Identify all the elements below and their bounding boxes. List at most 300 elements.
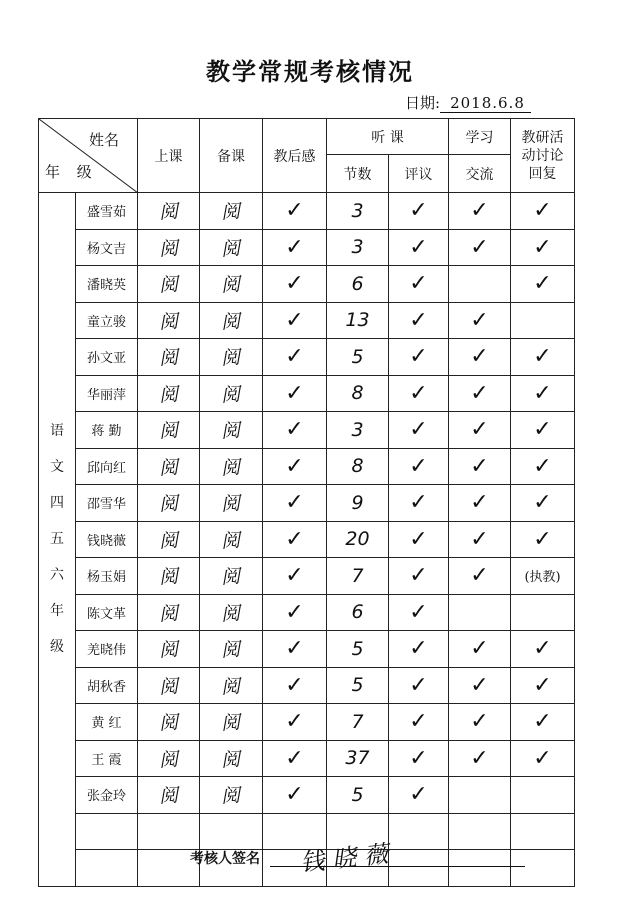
cell-jiaoyan	[511, 193, 575, 230]
cell-name	[76, 850, 138, 887]
cell-xuexi	[449, 704, 511, 741]
col-jiaoyan-line3: 回复	[528, 165, 557, 182]
pingyi-mark: ✓	[409, 745, 428, 771]
cell-beike	[200, 740, 263, 777]
cell-beike	[200, 521, 263, 558]
cell-name	[76, 302, 138, 339]
cell-xuexi	[449, 558, 511, 595]
cell-xuexi	[449, 339, 511, 376]
cell-pingyi	[389, 558, 449, 595]
date-field	[405, 92, 531, 113]
cell-shangke	[138, 448, 200, 485]
cell-jiaohougan	[263, 740, 327, 777]
pingyi-mark: ✓	[409, 490, 428, 516]
cell-shangke	[138, 704, 200, 741]
shangke-mark: 阅	[158, 784, 179, 808]
name-label: 姓名	[88, 131, 119, 149]
cell-pingyi	[389, 740, 449, 777]
grade-label: 年 级	[45, 163, 98, 181]
pingyi-mark: ✓	[409, 198, 428, 224]
jieshu-value: 37	[345, 747, 370, 770]
cell-jiaohougan	[263, 777, 327, 814]
beike-mark: 阅	[220, 456, 242, 480]
cell-shangke	[138, 813, 200, 850]
cell-jiaoyan	[511, 631, 575, 668]
cell-pingyi	[389, 339, 449, 376]
jieshu-value: 5	[351, 783, 364, 806]
table-row	[39, 193, 575, 230]
pingyi-mark: ✓	[409, 526, 428, 552]
cell-shangke	[138, 667, 200, 704]
cell-pingyi	[389, 813, 449, 850]
cell-jiaoyan	[511, 485, 575, 522]
xuexi-mark: ✓	[470, 672, 489, 698]
grade-char: 年	[50, 603, 64, 620]
cell-xuexi	[449, 777, 511, 814]
table-row	[39, 631, 575, 668]
cell-xuexi	[449, 302, 511, 339]
cell-jiaoyan	[511, 229, 575, 266]
cell-pingyi	[389, 777, 449, 814]
teacher-name: 胡秋香	[86, 679, 126, 695]
shangke-mark: 阅	[158, 346, 179, 370]
cell-pingyi	[389, 704, 449, 741]
beike-mark: 阅	[220, 784, 242, 808]
jieshu-value: 8	[351, 382, 364, 405]
cell-pingyi	[389, 485, 449, 522]
col-pingyi: 评议	[389, 155, 449, 193]
cell-jieshu	[327, 302, 389, 339]
jiaoyan-mark: ✓	[533, 271, 552, 297]
jieshu-value: 9	[351, 491, 364, 514]
cell-beike	[200, 448, 263, 485]
cell-jiaohougan	[263, 521, 327, 558]
jieshu-value: 7	[351, 564, 364, 587]
beike-mark: 阅	[220, 492, 242, 516]
col-jiaoyan	[511, 119, 575, 193]
jiaohougan-mark: ✓	[285, 782, 304, 808]
pingyi-mark: ✓	[409, 344, 428, 370]
cell-jiaoyan	[511, 302, 575, 339]
cell-jiaoyan	[511, 740, 575, 777]
cell-shangke	[138, 485, 200, 522]
cell-jiaohougan	[263, 375, 327, 412]
cell-shangke	[138, 594, 200, 631]
cell-jiaohougan	[263, 229, 327, 266]
date-value: 2018.6.8	[440, 94, 531, 113]
jieshu-value: 5	[351, 637, 364, 660]
jieshu-value: 3	[351, 236, 364, 259]
cell-xuexi	[449, 813, 511, 850]
teacher-name: 钱晓薇	[86, 533, 126, 549]
xuexi-mark: ✓	[470, 453, 489, 479]
cell-beike	[200, 229, 263, 266]
assessment-table	[38, 118, 575, 887]
corner-header	[39, 119, 138, 193]
jiaohougan-mark: ✓	[285, 380, 304, 406]
cell-beike	[200, 704, 263, 741]
table-row	[39, 485, 575, 522]
cell-name	[76, 229, 138, 266]
xuexi-mark: ✓	[470, 636, 489, 662]
xuexi-mark: ✓	[470, 198, 489, 224]
table-row	[39, 339, 575, 376]
shangke-mark: 阅	[158, 237, 179, 261]
cell-jiaoyan	[511, 412, 575, 449]
teacher-name: 蒋 勤	[91, 424, 122, 440]
col-jiaoyan-line1: 教研活	[521, 129, 564, 146]
cell-shangke	[138, 266, 200, 303]
cell-beike	[200, 266, 263, 303]
jiaohougan-mark: ✓	[285, 636, 304, 662]
cell-xuexi	[449, 485, 511, 522]
cell-pingyi	[389, 448, 449, 485]
cell-jiaoyan	[511, 266, 575, 303]
cell-name	[76, 448, 138, 485]
table-row	[39, 412, 575, 449]
cell-jieshu	[327, 558, 389, 595]
cell-name	[76, 631, 138, 668]
table-row	[39, 266, 575, 303]
cell-jieshu	[327, 193, 389, 230]
cell-jiaohougan	[263, 594, 327, 631]
cell-shangke	[138, 558, 200, 595]
shangke-mark: 阅	[158, 748, 179, 772]
cell-jieshu	[327, 594, 389, 631]
pingyi-mark: ✓	[409, 417, 428, 443]
cell-pingyi	[389, 594, 449, 631]
shangke-mark: 阅	[158, 529, 179, 553]
cell-shangke	[138, 339, 200, 376]
cell-jiaohougan	[263, 485, 327, 522]
page-title: 教学常规考核情况	[206, 57, 414, 86]
cell-pingyi	[389, 193, 449, 230]
col-jiaoliu: 交流	[449, 155, 511, 193]
shangke-mark: 阅	[158, 310, 179, 334]
cell-beike	[200, 667, 263, 704]
jiaoyan-mark: (执教)	[524, 570, 561, 586]
cell-shangke	[138, 193, 200, 230]
cell-shangke	[138, 521, 200, 558]
cell-xuexi	[449, 631, 511, 668]
cell-jieshu	[327, 667, 389, 704]
pingyi-mark: ✓	[409, 307, 428, 333]
cell-name	[76, 594, 138, 631]
grade-char: 四	[50, 495, 64, 512]
jieshu-value: 3	[351, 418, 364, 441]
xuexi-mark: ✓	[470, 563, 489, 589]
cell-jiaohougan	[263, 667, 327, 704]
cell-xuexi	[449, 594, 511, 631]
teacher-name: 陈文革	[86, 606, 126, 622]
cell-beike	[200, 375, 263, 412]
cell-name	[76, 375, 138, 412]
cell-jieshu	[327, 631, 389, 668]
beike-mark: 阅	[220, 310, 242, 334]
cell-name	[76, 667, 138, 704]
cell-jiaoyan	[511, 339, 575, 376]
jieshu-value: 6	[351, 601, 364, 624]
cell-name	[76, 813, 138, 850]
col-jiaohougan: 教后感	[263, 119, 327, 193]
jiaoyan-mark: ✓	[533, 453, 552, 479]
cell-xuexi	[449, 850, 511, 887]
shangke-mark: 阅	[158, 711, 179, 735]
table-row	[39, 521, 575, 558]
jiaoyan-mark: ✓	[533, 198, 552, 224]
cell-jiaoyan	[511, 777, 575, 814]
cell-jiaoyan	[511, 813, 575, 850]
beike-mark: 阅	[220, 675, 242, 699]
jiaohougan-mark: ✓	[285, 672, 304, 698]
teacher-name: 孙文亚	[86, 351, 126, 367]
grade-char: 五	[50, 531, 64, 548]
jieshu-value: 8	[351, 455, 364, 478]
jieshu-value: 20	[345, 528, 370, 551]
cell-shangke	[138, 302, 200, 339]
col-jiaoyan-line2: 动讨论	[521, 147, 564, 164]
cell-jieshu	[327, 448, 389, 485]
cell-pingyi	[389, 229, 449, 266]
cell-jiaoyan	[511, 375, 575, 412]
cell-pingyi	[389, 302, 449, 339]
cell-jiaoyan	[511, 704, 575, 741]
teacher-name: 华丽萍	[86, 387, 126, 403]
col-beike: 备课	[200, 119, 263, 193]
xuexi-mark: ✓	[470, 380, 489, 406]
jieshu-value: 7	[351, 710, 364, 733]
jiaohougan-mark: ✓	[285, 271, 304, 297]
cell-jieshu	[327, 339, 389, 376]
jiaoyan-mark: ✓	[533, 417, 552, 443]
cell-pingyi	[389, 667, 449, 704]
cell-beike	[200, 302, 263, 339]
cell-pingyi	[389, 412, 449, 449]
signature-value: 钱晓薇	[299, 839, 398, 877]
cell-shangke	[138, 631, 200, 668]
table-row	[39, 667, 575, 704]
beike-mark: 阅	[220, 638, 242, 662]
cell-beike	[200, 193, 263, 230]
shangke-mark: 阅	[158, 565, 179, 589]
jiaohougan-mark: ✓	[285, 234, 304, 260]
cell-xuexi	[449, 740, 511, 777]
beike-mark: 阅	[220, 237, 242, 261]
cell-xuexi	[449, 521, 511, 558]
jiaohougan-mark: ✓	[285, 453, 304, 479]
cell-shangke	[138, 740, 200, 777]
xuexi-mark: ✓	[470, 526, 489, 552]
cell-pingyi	[389, 631, 449, 668]
cell-jieshu	[327, 485, 389, 522]
cell-jiaohougan	[263, 302, 327, 339]
cell-name	[76, 558, 138, 595]
pingyi-mark: ✓	[409, 453, 428, 479]
jiaohougan-mark: ✓	[285, 526, 304, 552]
teacher-name: 黄 红	[91, 716, 122, 732]
xuexi-mark: ✓	[470, 490, 489, 516]
cell-jiaohougan	[263, 704, 327, 741]
jiaohougan-mark: ✓	[285, 563, 304, 589]
jieshu-value: 3	[351, 199, 364, 222]
teacher-name: 羌晓伟	[86, 643, 126, 659]
pingyi-mark: ✓	[409, 234, 428, 260]
shangke-mark: 阅	[158, 638, 179, 662]
cell-name	[76, 704, 138, 741]
grade-char: 语	[50, 423, 64, 440]
cell-shangke	[138, 229, 200, 266]
cell-jiaohougan	[263, 448, 327, 485]
cell-name	[76, 412, 138, 449]
shangke-mark: 阅	[158, 383, 179, 407]
beike-mark: 阅	[220, 602, 242, 626]
cell-jiaohougan	[263, 558, 327, 595]
jiaohougan-mark: ✓	[285, 344, 304, 370]
jiaohougan-mark: ✓	[285, 490, 304, 516]
table-row	[39, 229, 575, 266]
beike-mark: 阅	[220, 383, 242, 407]
cell-beike	[200, 777, 263, 814]
xuexi-mark: ✓	[470, 417, 489, 443]
table-row	[39, 594, 575, 631]
teacher-name: 王 霞	[91, 752, 122, 768]
cell-jiaohougan	[263, 193, 327, 230]
beike-mark: 阅	[220, 419, 242, 443]
xuexi-mark: ✓	[470, 234, 489, 260]
col-tingke: 听 课	[327, 119, 449, 155]
cell-beike	[200, 631, 263, 668]
jiaohougan-mark: ✓	[285, 307, 304, 333]
cell-beike	[200, 558, 263, 595]
table-row	[39, 704, 575, 741]
cell-beike	[200, 813, 263, 850]
cell-xuexi	[449, 229, 511, 266]
cell-xuexi	[449, 448, 511, 485]
cell-jiaoyan	[511, 558, 575, 595]
jiaohougan-mark: ✓	[285, 745, 304, 771]
jieshu-value: 5	[351, 674, 364, 697]
jieshu-value: 13	[345, 309, 370, 332]
xuexi-mark: ✓	[470, 745, 489, 771]
shangke-mark: 阅	[158, 492, 179, 516]
cell-shangke	[138, 412, 200, 449]
cell-pingyi	[389, 266, 449, 303]
jiaoyan-mark: ✓	[533, 380, 552, 406]
cell-name	[76, 777, 138, 814]
cell-pingyi	[389, 521, 449, 558]
beike-mark: 阅	[220, 529, 242, 553]
teacher-name: 杨文吉	[86, 241, 126, 257]
cell-beike	[200, 594, 263, 631]
beike-mark: 阅	[220, 273, 242, 297]
cell-jieshu	[327, 777, 389, 814]
cell-shangke	[138, 777, 200, 814]
jiaoyan-mark: ✓	[533, 709, 552, 735]
grade-char: 六	[50, 567, 64, 584]
table-row	[39, 740, 575, 777]
xuexi-mark: ✓	[470, 307, 489, 333]
date-label: 日期:	[405, 94, 441, 112]
cell-jieshu	[327, 704, 389, 741]
shangke-mark: 阅	[158, 419, 179, 443]
table-row	[39, 777, 575, 814]
pingyi-mark: ✓	[409, 672, 428, 698]
cell-xuexi	[449, 266, 511, 303]
shangke-mark: 阅	[158, 602, 179, 626]
table-row	[39, 558, 575, 595]
table-row	[39, 375, 575, 412]
shangke-mark: 阅	[158, 675, 179, 699]
cell-name	[76, 193, 138, 230]
cell-jiaoyan	[511, 594, 575, 631]
teacher-name: 张金玲	[86, 789, 126, 805]
cell-jieshu	[327, 412, 389, 449]
shangke-mark: 阅	[158, 273, 179, 297]
grade-char: 级	[50, 639, 64, 656]
grade-char: 文	[50, 459, 64, 476]
teacher-name: 盛雪茹	[86, 205, 126, 221]
beike-mark: 阅	[220, 565, 242, 589]
pingyi-mark: ✓	[409, 380, 428, 406]
beike-mark: 阅	[220, 711, 242, 735]
beike-mark: 阅	[220, 346, 242, 370]
teacher-name: 杨玉娟	[86, 570, 126, 586]
jiaoyan-mark: ✓	[533, 344, 552, 370]
cell-jiaoyan	[511, 521, 575, 558]
cell-jiaoyan	[511, 448, 575, 485]
col-jieshu: 节数	[327, 155, 389, 193]
cell-jiaohougan	[263, 631, 327, 668]
cell-beike	[200, 485, 263, 522]
cell-jiaohougan	[263, 339, 327, 376]
jiaohougan-mark: ✓	[285, 599, 304, 625]
cell-jieshu	[327, 521, 389, 558]
pingyi-mark: ✓	[409, 599, 428, 625]
col-shangke: 上课	[138, 119, 200, 193]
signature-label: 考核人签名	[190, 851, 260, 867]
cell-beike	[200, 412, 263, 449]
cell-xuexi	[449, 193, 511, 230]
grade-cell	[39, 193, 76, 887]
cell-jieshu	[327, 266, 389, 303]
jiaoyan-mark: ✓	[533, 672, 552, 698]
beike-mark: 阅	[220, 748, 242, 772]
col-xuexi: 学习	[449, 119, 511, 155]
xuexi-mark: ✓	[470, 709, 489, 735]
shangke-mark: 阅	[158, 456, 179, 480]
cell-pingyi	[389, 375, 449, 412]
jieshu-value: 6	[351, 272, 364, 295]
shangke-mark: 阅	[158, 200, 179, 224]
cell-jiaohougan	[263, 266, 327, 303]
pingyi-mark: ✓	[409, 782, 428, 808]
cell-xuexi	[449, 412, 511, 449]
teacher-name: 邵雪华	[86, 497, 126, 513]
table-row	[39, 448, 575, 485]
cell-jieshu	[327, 375, 389, 412]
xuexi-mark: ✓	[470, 344, 489, 370]
cell-name	[76, 339, 138, 376]
cell-jieshu	[327, 740, 389, 777]
cell-name	[76, 485, 138, 522]
jiaoyan-mark: ✓	[533, 234, 552, 260]
jiaohougan-mark: ✓	[285, 417, 304, 443]
cell-name	[76, 740, 138, 777]
teacher-name: 潘晓英	[86, 278, 126, 294]
cell-name	[76, 266, 138, 303]
cell-xuexi	[449, 667, 511, 704]
cell-beike	[200, 339, 263, 376]
